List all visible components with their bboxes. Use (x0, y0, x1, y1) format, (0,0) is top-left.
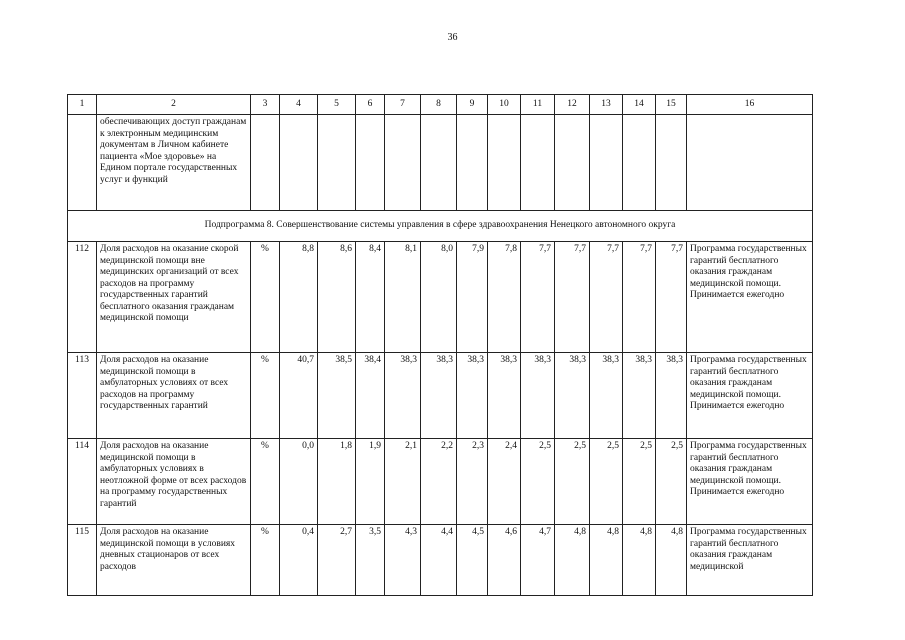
value-cell: 4,8 (656, 525, 687, 596)
header-cell: 14 (623, 95, 656, 115)
indicator-name: Доля расходов на оказание скорой медицинской помощи вне медицинских организаций от всех расходов на программу государственных гарантий бесплатного оказания гражданам медицинской помощи (97, 242, 251, 353)
value-cell: 4,7 (521, 525, 555, 596)
value-cell: 8,8 (280, 242, 318, 353)
value-cell: 4,8 (590, 525, 623, 596)
row-number: 112 (68, 242, 97, 353)
table-row (68, 525, 813, 596)
value-cell: 1,9 (356, 439, 385, 525)
value-cell: 38,3 (421, 353, 457, 439)
header-cell: 5 (318, 95, 356, 115)
unit-cell: % (251, 525, 280, 596)
value-cell: 38,3 (555, 353, 590, 439)
value-cell: 2,2 (421, 439, 457, 525)
table-row (68, 353, 813, 439)
value-cell: 4,8 (555, 525, 590, 596)
header-cell: 2 (97, 95, 251, 115)
value-cell: 2,7 (318, 525, 356, 596)
value-cell: 1,8 (318, 439, 356, 525)
value-cell: 2,1 (385, 439, 421, 525)
header-cell: 9 (457, 95, 488, 115)
value-cell: 38,3 (623, 353, 656, 439)
header-cell: 6 (356, 95, 385, 115)
value-cell: 38,3 (656, 353, 687, 439)
header-cell: 1 (68, 95, 97, 115)
value-cell: 38,3 (590, 353, 623, 439)
value-cell: 4,3 (385, 525, 421, 596)
value-cell: 2,5 (656, 439, 687, 525)
source-cell: Программа государственных гарантий бесплатного оказания гражданам медицинской помощи. Принимается ежегодно (687, 242, 813, 353)
value-cell: 7,7 (623, 242, 656, 353)
value-cell: 2,4 (488, 439, 521, 525)
value-cell: 4,4 (421, 525, 457, 596)
value-cell: 8,4 (356, 242, 385, 353)
continuation-text: обеспечивающих доступ гражданам к электронным медицинским документам в Личном кабинете пациента «Мое здоровье» на Едином портале государственных услуг и функций (97, 115, 251, 211)
header-cell: 13 (590, 95, 623, 115)
indicator-name: Доля расходов на оказание медицинской помощи в амбулаторных условиях от всех расходов на программу государственных гарантий (97, 353, 251, 439)
source-cell: Программа государственных гарантий бесплатного оказания гражданам медицинской помощи. Принимается ежегодно (687, 439, 813, 525)
header-cell: 11 (521, 95, 555, 115)
header-cell: 10 (488, 95, 521, 115)
value-cell: 0,4 (280, 525, 318, 596)
unit-cell: % (251, 439, 280, 525)
header-cell: 12 (555, 95, 590, 115)
header-cell: 16 (687, 95, 813, 115)
value-cell: 2,5 (623, 439, 656, 525)
value-cell: 8,6 (318, 242, 356, 353)
value-cell: 2,3 (457, 439, 488, 525)
value-cell: 3,5 (356, 525, 385, 596)
value-cell: 38,3 (385, 353, 421, 439)
continuation-row (68, 115, 813, 211)
value-cell: 8,1 (385, 242, 421, 353)
row-number: 115 (68, 525, 97, 596)
value-cell: 4,8 (623, 525, 656, 596)
source-cell: Программа государственных гарантий бесплатного оказания гражданам медицинской помощи. Принимается ежегодно (687, 353, 813, 439)
value-cell: 0,0 (280, 439, 318, 525)
indicator-name: Доля расходов на оказание медицинской помощи в условиях дневных стационаров от всех расходов (97, 525, 251, 596)
value-cell: 38,4 (356, 353, 385, 439)
value-cell: 38,3 (521, 353, 555, 439)
subprogram-row (68, 211, 813, 242)
header-row (68, 95, 813, 115)
value-cell: 2,5 (590, 439, 623, 525)
header-cell: 7 (385, 95, 421, 115)
page-number: 36 (447, 32, 458, 43)
table-row (68, 439, 813, 525)
value-cell: 38,3 (457, 353, 488, 439)
header-cell: 3 (251, 95, 280, 115)
value-cell: 4,6 (488, 525, 521, 596)
value-cell: 7,7 (656, 242, 687, 353)
value-cell: 7,7 (521, 242, 555, 353)
value-cell: 7,8 (488, 242, 521, 353)
header-cell: 15 (656, 95, 687, 115)
row-number: 113 (68, 353, 97, 439)
indicator-name: Доля расходов на оказание медицинской помощи в амбулаторных условиях в неотложной форме от всех расходов на программу государственных гарантий (97, 439, 251, 525)
indicators-table (67, 94, 813, 596)
table-row (68, 242, 813, 353)
value-cell: 38,5 (318, 353, 356, 439)
value-cell: 8,0 (421, 242, 457, 353)
row-number: 114 (68, 439, 97, 525)
subprogram-title: Подпрограмма 8. Совершенствование системы управления в сфере здравоохранения Ненецкого автономного округа (68, 211, 813, 242)
value-cell: 4,5 (457, 525, 488, 596)
unit-cell: % (251, 353, 280, 439)
source-cell: Программа государственных гарантий бесплатного оказания гражданам медицинской (687, 525, 813, 596)
header-cell: 8 (421, 95, 457, 115)
value-cell: 40,7 (280, 353, 318, 439)
value-cell: 2,5 (555, 439, 590, 525)
header-cell: 4 (280, 95, 318, 115)
value-cell: 2,5 (521, 439, 555, 525)
value-cell: 7,7 (590, 242, 623, 353)
unit-cell: % (251, 242, 280, 353)
value-cell: 7,7 (555, 242, 590, 353)
value-cell: 7,9 (457, 242, 488, 353)
value-cell: 38,3 (488, 353, 521, 439)
